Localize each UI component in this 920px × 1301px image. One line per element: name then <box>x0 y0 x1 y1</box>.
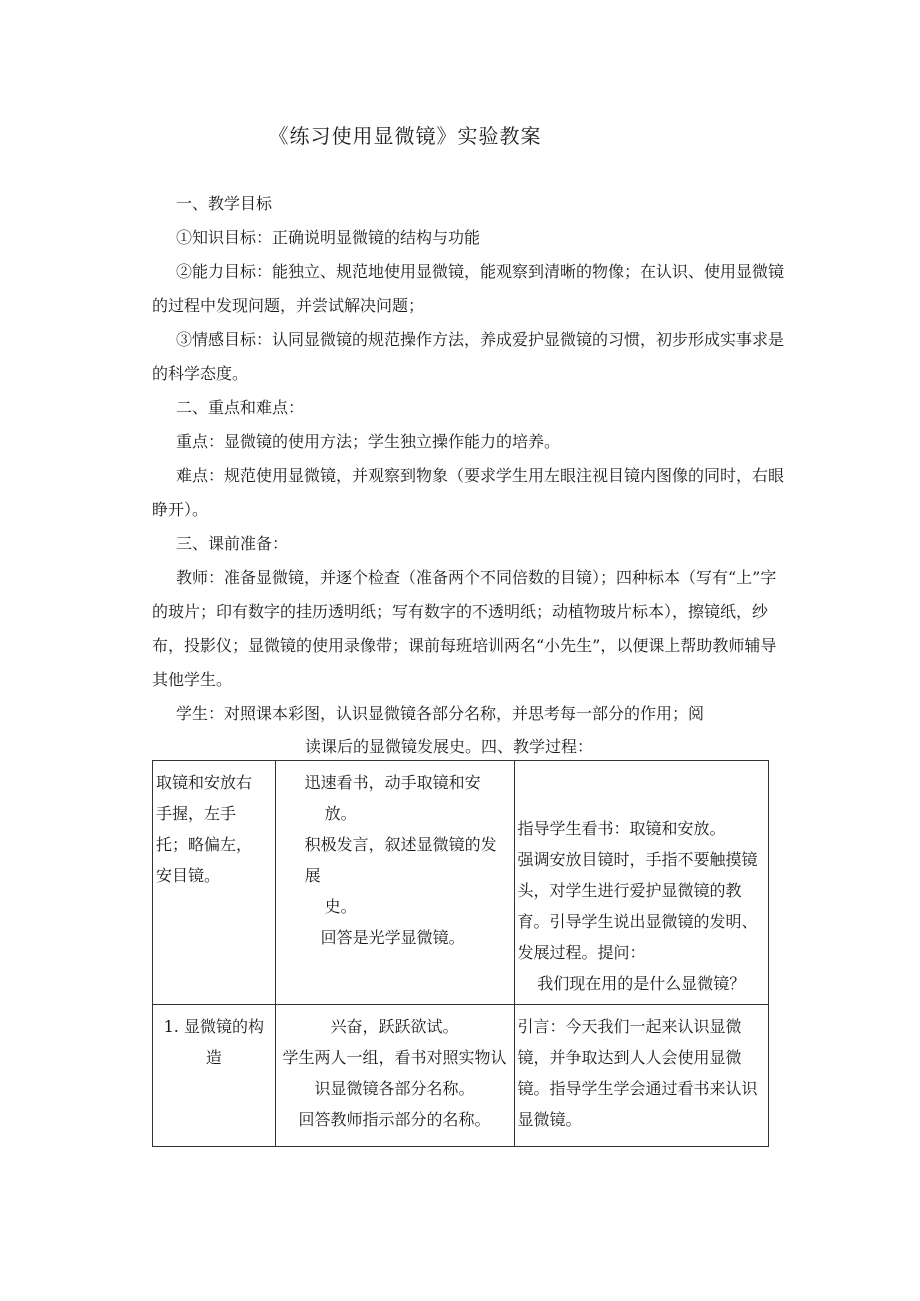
cell-line: 兴奋，跃跃欲试。 <box>330 1017 459 1036</box>
table-cell-step <box>153 761 276 1005</box>
student-preparation: 学生：对照课本彩图，认识显微镜各部分名称，并思考每一部分的作用；阅 <box>176 704 705 723</box>
difficult-point: 难点：规范使用显微镜，并观察到物象（要求学生用左眼注视目镜内图像的同时，右眼睁开）。 <box>152 466 785 519</box>
document-title: 《练习使用显微镜》实验教案 <box>268 124 542 148</box>
emotion-objective: ③情感目标：认同显微镜的规范操作方法，养成爱护显微镜的习惯，初步形成实事求是的科学态度。 <box>152 330 785 383</box>
student-preparation-tail: 读课后的显微镜发展史。四、教学过程： <box>305 737 594 756</box>
cell-line: 1. 显微镜的构 <box>163 1017 264 1036</box>
table-cell-step <box>153 1005 276 1147</box>
cell-line: 安目镜。 <box>156 866 221 885</box>
table-cell-teacher-activity <box>514 761 768 1005</box>
cell-line: 积极发言，叙述显微镜的发展 <box>304 835 497 885</box>
cell-line: 学生两人一组，看书对照实物认识显微镜各部分名称。 <box>282 1048 507 1098</box>
cell-line: 迅速看书，动手取镜和安 <box>304 773 481 792</box>
cell-line: 指导学生看书：取镜和安放。 <box>517 819 726 838</box>
table-cell-student-activity <box>275 1005 514 1147</box>
table-row <box>153 1005 769 1147</box>
cell-line: 造 <box>205 1048 222 1067</box>
cell-line: 托；略偏左， <box>156 835 253 854</box>
cell-line: 取镜和安放右 <box>156 773 253 792</box>
section-heading-objectives: 一、教学目标 <box>176 194 273 213</box>
cell-line: 史。 <box>324 897 357 916</box>
teacher-preparation: 教师：准备显微镜，并逐个检查（准备两个不同倍数的目镜）；四种标本（写有“上”字的玻片；印有数字的挂历透明纸；写有数字的不透明纸；动植物玻片标本），擦镜纸，纱布，投影仪；显微镜的使用录像带；课前每班培训两名“小先生”，以便课上帮助教师辅导其他学生。 <box>152 568 777 689</box>
cell-line: 我们现在用的是什么显微镜？ <box>537 974 746 993</box>
key-point: 重点：显微镜的使用方法；学生独立操作能力的培养。 <box>176 432 561 451</box>
cell-line: 引言：今天我们一起来认识显微镜，并争取达到人人会使用显微镜。指导学生学会通过看书来认识显微镜。 <box>517 1017 758 1129</box>
cell-line: 回答是光学显微镜。 <box>320 928 465 947</box>
table-cell-student-activity <box>275 761 514 1005</box>
section-heading-preparation: 三、课前准备： <box>176 534 289 553</box>
knowledge-objective: ①知识目标：正确说明显微镜的结构与功能 <box>176 228 481 247</box>
cell-line: 放。 <box>324 804 357 823</box>
cell-line: 手握，左手 <box>156 804 237 823</box>
section-heading-key-points: 二、重点和难点： <box>176 398 305 417</box>
table-cell-teacher-activity <box>514 1005 768 1147</box>
cell-line: 强调安放目镜时，手指不要触摸镜头，对学生进行爱护显微镜的教育。引导学生说出显微镜的发明、发展过程。提问： <box>517 850 758 962</box>
table-row <box>153 761 769 1005</box>
cell-line: 回答教师指示部分的名称。 <box>298 1110 491 1129</box>
teaching-process-table <box>152 760 769 1147</box>
ability-objective: ②能力目标：能独立、规范地使用显微镜，能观察到清晰的物像；在认识、使用显微镜的过程中发现问题，并尝试解决问题； <box>152 262 785 315</box>
